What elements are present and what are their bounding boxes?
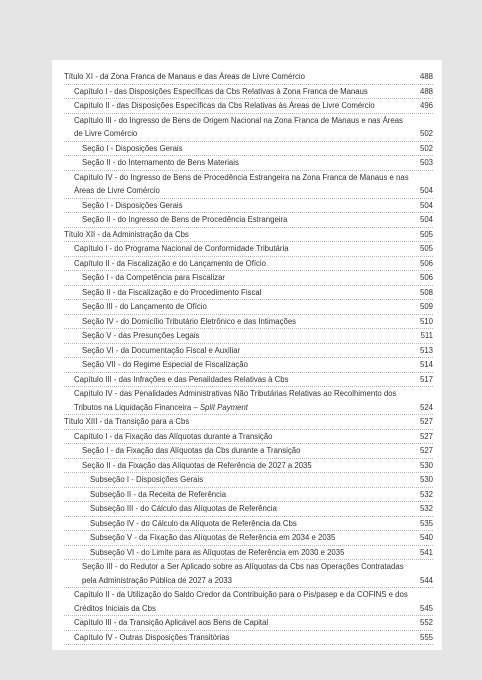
toc-page-number: 513 [419, 345, 433, 355]
toc-entry-text: Seção I - da Competência para Fiscalizar [82, 273, 226, 282]
toc-entry[interactable] [64, 329, 433, 344]
toc-entry-title [90, 473, 417, 487]
toc-entry-text: Capítulo II - da Fiscalização e do Lançamento de Ofício [74, 258, 266, 268]
toc-entry-text: Capítulo II - da Utilização do Saldo Credor da Contribuição para o Pis/pasep e da COFINS e dos Créditos Iniciais da Cbs [74, 590, 408, 613]
toc-entry[interactable] [64, 156, 433, 171]
toc-page-number: 540 [419, 533, 433, 542]
toc-entry-title [74, 114, 417, 141]
toc-entry[interactable] [64, 228, 433, 243]
toc-entry-title [74, 242, 417, 256]
toc-entry[interactable] [64, 473, 433, 488]
toc-entry[interactable] [64, 358, 433, 373]
toc-entry-text: Seção II - da Fiscalização e do Procedimento Fiscal [82, 287, 262, 297]
toc-entry-title [82, 444, 417, 458]
toc-page-number: 488 [419, 86, 433, 96]
toc-entry[interactable] [64, 387, 433, 415]
toc-entry[interactable] [64, 70, 433, 85]
toc-entry[interactable] [64, 430, 433, 445]
toc-page-number: 532 [419, 504, 433, 513]
toc-entry-text: Capítulo III - das Infrações e das Penalidades Relativas à Cbs [74, 374, 289, 384]
toc-entry-text: Subseção V - da Fixação das Alíquotas de Referência em 2034 e 2035 [90, 533, 336, 542]
toc-entry-title [74, 631, 417, 645]
toc-entry-title [82, 329, 417, 343]
toc-entry-text: Subseção II - da Receita de Referência [90, 489, 227, 499]
toc-entry-title [74, 257, 417, 271]
toc-entry-text: Título XIII - da Transição para a Cbs [64, 417, 190, 426]
table-of-contents [64, 70, 433, 645]
toc-entry[interactable] [64, 531, 433, 546]
toc-entry-title [74, 171, 417, 198]
toc-entry[interactable] [64, 373, 433, 388]
toc-page-number: 527 [419, 431, 433, 441]
toc-entry-title [74, 85, 417, 99]
toc-entry-title [74, 387, 417, 414]
toc-page-number: 530 [419, 460, 433, 470]
toc-page-number: 488 [419, 72, 433, 81]
toc-page-number: 504 [419, 215, 433, 224]
toc-entry-title [64, 415, 417, 429]
toc-page-number: 541 [419, 547, 433, 557]
toc-page-number: 530 [419, 475, 433, 484]
toc-entry-title [90, 502, 417, 516]
toc-page-number: 555 [419, 632, 433, 642]
toc-page-number: 527 [419, 417, 433, 426]
toc-entry-text: Capítulo I - do Programa Nacional de Conformidade Tributária [74, 244, 289, 253]
toc-entry[interactable] [64, 286, 433, 301]
toc-page-number: 502 [419, 129, 433, 138]
toc-page-number: 510 [419, 316, 433, 326]
toc-entry-text: Subseção IV - do Cálculo da Alíquota de Referência da Cbs [90, 518, 297, 528]
toc-page-number: 503 [419, 158, 433, 167]
toc-page-number: 509 [419, 302, 433, 311]
toc-entry-title [90, 546, 417, 560]
toc-entry-text: Subseção VI - do Limite para as Alíquotas de Referência em 2030 e 2035 [90, 547, 345, 557]
toc-entry-text: Seção V - das Presunções Legais [82, 331, 200, 340]
toc-entry[interactable] [64, 99, 433, 114]
toc-entry-title [82, 213, 417, 227]
toc-entry[interactable] [64, 444, 433, 459]
toc-entry-title [82, 142, 417, 156]
toc-page-number: 496 [419, 101, 433, 110]
toc-page-number: 504 [419, 186, 433, 195]
toc-page-number: 514 [419, 360, 433, 369]
toc-entry-text: Seção I - da Fixação das Alíquotas da Cbs durante a Transição [82, 446, 301, 455]
toc-page-number: 504 [419, 200, 433, 210]
toc-entry-text: Capítulo I - da Fixação das Alíquotas durante a Transição [74, 431, 273, 441]
toc-entry-text: Capítulo III - do Ingresso de Bens de Origem Nacional na Zona Franca de Manaus e nas Áreas de Livre Comércio [74, 115, 403, 138]
toc-entry-text: Capítulo IV - das Penalidades Administrativas Não Tributárias Relativas ao Recolhimento dos Tributos na Liquidação Financeira – [74, 389, 397, 412]
document-page [52, 60, 442, 650]
toc-entry-text: Seção VII - do Regime Especial de Fiscalização [82, 360, 248, 369]
toc-entry-text: Título XII - da Administração da Cbs [64, 229, 189, 239]
toc-entry[interactable] [64, 114, 433, 142]
toc-entry[interactable] [64, 213, 433, 228]
toc-entry-title [74, 616, 417, 630]
toc-entry-title [74, 430, 417, 444]
toc-page-number: 505 [419, 229, 433, 239]
toc-entry-title [82, 560, 417, 587]
toc-entry-title [90, 531, 417, 545]
toc-entry-title [90, 488, 417, 502]
toc-page-number: 511 [420, 331, 433, 340]
toc-entry[interactable] [64, 300, 433, 315]
toc-entry-text: Seção VI - da Documentação Fiscal e Auxiliar [82, 345, 241, 355]
toc-entry-title [82, 271, 417, 285]
toc-entry[interactable] [64, 85, 433, 100]
toc-page-number: 532 [419, 489, 433, 499]
toc-entry-title [74, 373, 417, 387]
toc-entry[interactable] [64, 257, 433, 272]
toc-entry-text: Capítulo IV - Outras Disposições Transitórias [74, 632, 230, 642]
toc-page-number: 544 [419, 575, 433, 585]
toc-entry-title [82, 315, 417, 329]
toc-entry[interactable] [64, 517, 433, 532]
toc-entry-text: Seção III - do Redutor a Ser Aplicado sobre as Alíquotas da Cbs nas Operações Contratadas pela Administração Pública de 2027 a 2033 [82, 562, 404, 585]
toc-entry[interactable] [64, 199, 433, 214]
toc-entry[interactable] [64, 271, 433, 286]
toc-page-number: 502 [419, 143, 433, 153]
toc-entry[interactable] [64, 459, 433, 474]
toc-entry-text: Seção II - do Ingresso de Bens de Procedência Estrangeira [82, 215, 288, 224]
toc-page-number: 545 [419, 603, 433, 613]
toc-entry-text: Seção III - do Lançamento de Ofício [82, 302, 207, 311]
toc-entry[interactable] [64, 142, 433, 157]
toc-entry-text: Capítulo IV - do Ingresso de Bens de Procedência Estrangeira na Zona Franca de Manaus e nas Áreas de Livre Comércio [74, 172, 409, 195]
toc-page-number: 552 [419, 618, 433, 627]
toc-entry-title [74, 588, 417, 615]
toc-page-number: 524 [419, 402, 433, 412]
toc-entry-emphasis: Split Payment [199, 402, 248, 412]
toc-entry-title [90, 517, 417, 531]
toc-entry[interactable] [64, 631, 433, 646]
toc-entry[interactable] [64, 242, 433, 257]
toc-entry-text: Seção I - Disposições Gerais [82, 200, 183, 210]
toc-entry-text: Seção IV - do Domicílio Tributário Eletrônico e das Intimações [82, 316, 297, 326]
toc-entry-text: Subseção III - do Cálculo das Alíquotas de Referência [90, 504, 277, 513]
toc-entry[interactable] [64, 415, 433, 430]
toc-page-number: 517 [419, 374, 433, 384]
toc-page-number: 506 [419, 273, 433, 282]
toc-page-number: 527 [419, 446, 433, 455]
toc-entry[interactable] [64, 560, 433, 588]
toc-entry-title [64, 228, 417, 242]
toc-entry[interactable] [64, 502, 433, 517]
toc-entry-title [74, 99, 417, 113]
toc-entry-text: Capítulo I - das Disposições Específicas da Cbs Relativas à Zona Franca de Manaus [74, 86, 368, 96]
toc-entry-title [82, 286, 417, 300]
toc-entry-text: Seção II - da Fixação das Alíquotas de Referência de 2027 a 2035 [82, 460, 312, 470]
toc-entry[interactable] [64, 315, 433, 330]
toc-entry-title [82, 300, 417, 314]
toc-entry-title [64, 70, 417, 84]
toc-entry-text: Capítulo II - das Disposições Específicas da Cbs Relativas às Áreas de Livre Comércio [74, 101, 375, 110]
toc-entry-text: Seção II - do Internamento de Bens Materiais [82, 158, 239, 167]
toc-entry-title [82, 459, 417, 473]
toc-entry[interactable] [64, 546, 433, 561]
toc-entry-title [82, 358, 417, 372]
toc-entry-text: Subseção I - Disposições Gerais [90, 475, 204, 484]
toc-entry-title [82, 156, 417, 170]
toc-entry[interactable] [64, 171, 433, 199]
toc-page-number: 506 [419, 258, 433, 268]
toc-entry[interactable] [64, 488, 433, 503]
toc-entry-text: Seção I - Disposições Gerais [82, 143, 183, 153]
toc-entry-text: Capítulo III - da Transição Aplicável aos Bens de Capital [74, 618, 269, 627]
toc-page-number: 508 [419, 287, 433, 297]
toc-entry[interactable] [64, 616, 433, 631]
toc-entry[interactable] [64, 344, 433, 359]
toc-entry-title [82, 199, 417, 213]
toc-page-number: 505 [419, 244, 433, 253]
toc-entry-title [82, 344, 417, 358]
toc-entry-text: Título XI - da Zona Franca de Manaus e das Áreas de Livre Comércio [64, 72, 305, 81]
toc-page-number: 535 [419, 518, 433, 528]
toc-entry[interactable] [64, 588, 433, 616]
